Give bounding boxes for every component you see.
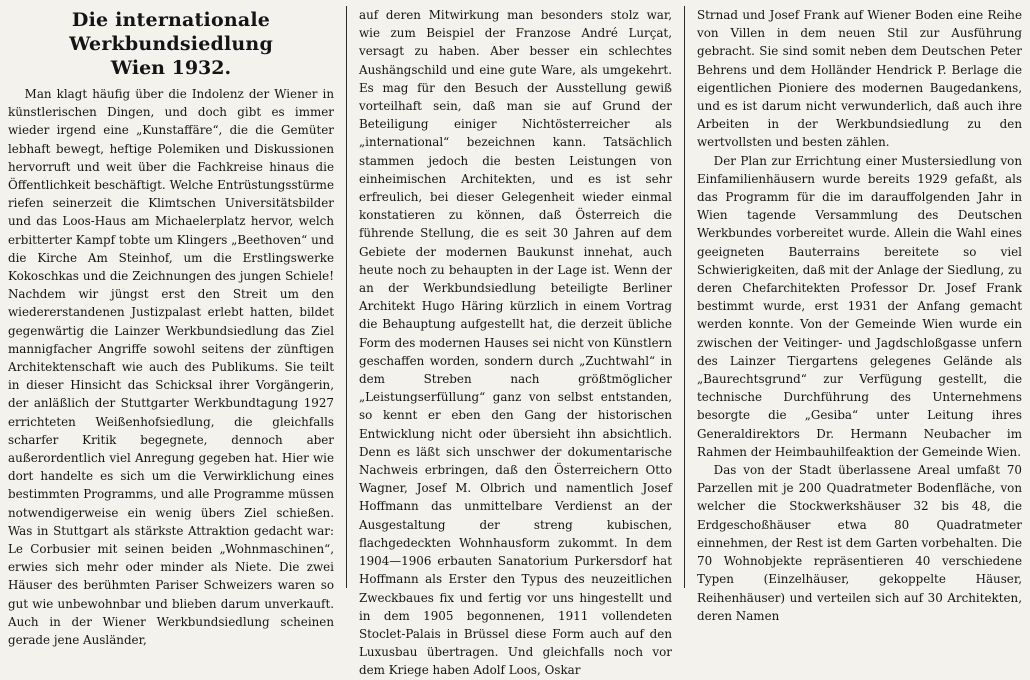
paragraph: Das von der Stadt überlassene Areal umfaßt 70 Parzellen mit je 200 Quadratmeter Bodenfläche, von welcher die Stockwerkshäuser 32 bis 48, die Erdgeschoßhäuser etwa 80 Quadratmeter einnehmen, der Rest ist dem Garten vorbehalten. Die 70 Wohnobjekte repräsentieren 40 verschiedene Typen (Einzelhäuser, gekoppelte Häuser, Reihenhäuser) und verteilen sich auf 30 Architekten, deren Namen [697, 463, 1022, 623]
paragraph: Man klagt häufig über die Indolenz der Wiener in künstlerischen Dingen, und doch gibt es immer wieder irgend eine „Kunstaffäre“, die die Gemüter lebhaft bewegt, heftige Polemiken und Diskussionen hervorruft und weit über die Fachkreise hinaus die Öffentlichkeit beschäftigt. Welche Entrüstungsstürme riefen seinerzeit die Klimtschen Universitätsbilder und das Loos-Haus am Michaelerplatz hervor, welch erbitterter Kampf tobte um Klingers „Beethoven“ und die Kirche Am Steinhof, um die Erstlingswerke Kokoschkas und die Zeichnungen des jungen Schiele! Nachdem wir jüngst erst den Streit um den wiedererstandenen Justizpalast erlebt hatten, bildet gegenwärtig die Lainzer Werkbundsiedlung das Ziel mannigfacher Angriffe sowohl seitens der zünftigen Architektenschaft wie auch des Publikums. Sie teilt in dieser Hinsicht das Schicksal ihrer Vorgängerin, der anläßlich der Stuttgarter Werkbundtagung 1927 errichteten Weißenhofsiedlung, die gleichfalls scharfer Kritik begegnete, dennoch aber außerordentlich viel Anregung gegeben hat. Hier wie dort handelte es sich um die Verwirklichung eines bestimmten Programms, und alle Programme müssen notwendigerweise ein wenig übers Ziel schießen. Was in Stuttgart als stärkste Attraktion gedacht war: Le Corbusier mit seinen beiden „Wohnmaschinen“, erwies sich mehr oder minder als Niete. Die zwei Häuser des berühmten Pariser Schweizers waren so gut wie unbewohnbar und blieben darum unverkauft. Auch in der Wiener Werkbundsiedlung scheinen gerade jene Ausländer, [8, 87, 334, 648]
paragraph: Der Plan zur Errichtung einer Mustersiedlung von Einfamilienhäusern wurde bereits 1929 gefaßt, als das Programm für die im darauffolgenden Jahr in Wien tagende Versammlung des Deutschen Werkbundes vorbereitet wurde. Allein die Wahl eines geeigneten Bauterrains bereitete so viel Schwierigkeiten, daß mit der Anlage der Siedlung, zu deren Chefarchitekten Professor Dr. Josef Frank bestimmt wurde, erst 1931 der Anfang gemacht werden konnte. Von der Gemeinde Wien wurde ein zwischen der Veitinger- und Jagdschloßgasse unfern des Lainzer Tiergartens gelegenes Gelände als „Baurechtsgrund“ zur Verfügung gestellt, die technische Durchführung des Unternehmens besorgte die „Gesiba“ unter Leitung ihres Generaldirektors Dr. Hermann Neubacher im Rahmen der Heimbauhilfeaktion der Gemeinde Wien. [697, 153, 1022, 459]
column-2 [346, 6, 684, 678]
column-1 [8, 6, 346, 648]
column-3 [684, 6, 1022, 623]
article-headline [8, 8, 334, 80]
headline-line-2: Wien 1932. [110, 57, 232, 79]
paragraph: auf deren Mitwirkung man besonders stolz war, wie zum Beispiel der Franzose André Lurçat, versagt zu haben. Aber besser ein schlechtes Aushängschild und eine gute Ware, als umgekehrt. Es mag für den Besuch der Ausstellung gewiß vorteilhaft sein, daß man sie auf Grund der Beteiligung einiger Nichtösterreicher als „international“ bezeichnen kann. Tatsächlich stammen jedoch die besten Leistungen von einheimischen Architekten, und es ist sehr erfreulich, bei dieser Gelegenheit wieder einmal konstatieren zu können, daß Österreich die führende Stellung, die es seit 30 Jahren auf dem Gebiete der modernen Baukunst innehat, auch heute noch zu behaupten in der Lage ist. Wenn der an der Werkbundsiedlung beteiligte Berliner Architekt Hugo Häring kürzlich in einem Vortrag die Behauptung aufgestellt hat, die derzeit übliche Form des modernen Hauses sei nicht von Künstlern geschaffen worden, sondern durch „Zuchtwahl“ in dem Streben nach größtmöglicher „Leistungserfüllung“ ganz von selbst entstanden, so kennt er eben den Gang der historischen Entwicklung nicht oder übersieht ihn absichtlich. Denn es läßt sich unschwer der dokumentarische Nachweis erbringen, daß den Österreichern Otto Wagner, Josef M. Olbrich und namentlich Josef Hoffmann das unmittelbare Verdienst an der Ausgestaltung der streng kubischen, flachgedeckten Wohnhausform zukommt. In dem 1904—1906 erbauten Sanatorium Purkersdorf hat Hoffmann als Erster den Typus des neuzeitlichen Zweckbaues fix und fertig vor uns hingestellt und in dem 1905 begonnenen, 1911 vollendeten Stoclet-Palais in Brüssel diese Form auch auf den Luxusbau übertragen. Und gleichfalls noch vor dem Kriege haben Adolf Loos, Oskar [359, 8, 672, 678]
headline-line-1: Die internationale Werkbundsiedlung [69, 9, 273, 55]
paragraph: Strnad und Josef Frank auf Wiener Boden eine Reihe von Villen in dem neuen Stil zur Ausführung gebracht. Sie sind somit neben dem Deutschen Peter Behrens und dem Holländer Hendrick P. Berlage die eigentlichen Pioniere des modernen Baugedankens, und es ist darum nicht verwunderlich, daß auch ihre Arbeiten in der Werkbundsiedlung zu den wertvollsten und besten zählen. [697, 8, 1022, 150]
